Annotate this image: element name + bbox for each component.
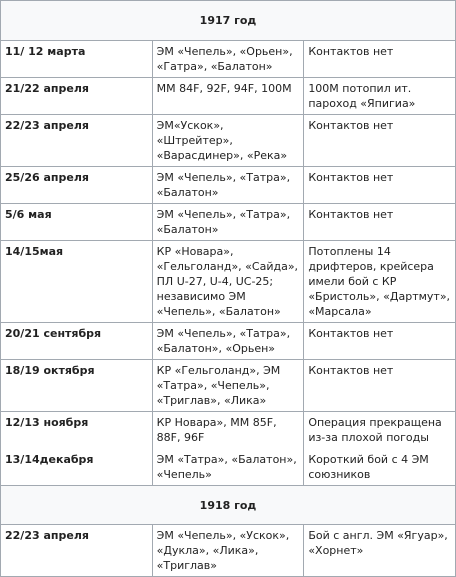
table-row: [1, 204, 456, 241]
result-cell: Контактов нет: [304, 323, 456, 360]
date-cell: 12/13 ноября: [1, 412, 153, 449]
date-cell: 25/26 апреля: [1, 167, 153, 204]
year-header-row: [1, 1, 456, 41]
result-cell: Контактов нет: [304, 167, 456, 204]
table-row: [1, 360, 456, 412]
forces-cell: КР Новара», ММ 85F, 88F, 96F: [152, 412, 304, 449]
date-cell: 21/22 апреля: [1, 78, 153, 115]
table-row: [1, 167, 456, 204]
result-cell: Короткий бой с 4 ЭМ союзников: [304, 449, 456, 486]
date-cell: 22/23 апреля: [1, 525, 153, 577]
date-cell: 5/6 мая: [1, 204, 153, 241]
table-row: [1, 449, 456, 486]
table-row: [1, 323, 456, 360]
result-cell: 100M потопил ит. пароход «Япигиа»: [304, 78, 456, 115]
date-cell: 22/23 апреля: [1, 115, 153, 167]
forces-cell: ЭМ «Чепель», «Орьен», «Гатра», «Балатон»: [152, 41, 304, 78]
forces-cell: КР «Гельголанд», ЭМ «Татра», «Чепель», «Триглав», «Лика»: [152, 360, 304, 412]
result-cell: Контактов нет: [304, 115, 456, 167]
table-row: [1, 41, 456, 78]
result-cell: Потоплены 14 дрифтеров, крейсера имели бой с КР «Бристоль», «Дартмут», «Марсала»: [304, 241, 456, 323]
forces-cell: ЭМ «Чепель», «Татра», «Балатон»: [152, 204, 304, 241]
date-cell: 18/19 октября: [1, 360, 153, 412]
forces-cell: ЭМ «Чепель», «Татра», «Балатон», «Орьен»: [152, 323, 304, 360]
date-cell: 13/14декабря: [1, 449, 153, 486]
table-row: [1, 412, 456, 449]
forces-cell: ЭМ «Татра», «Балатон», «Чепель»: [152, 449, 304, 486]
result-cell: Контактов нет: [304, 41, 456, 78]
year-header: 1917 год: [1, 1, 456, 41]
result-cell: Операция прекращена из-за плохой погоды: [304, 412, 456, 449]
year-header: 1918 год: [1, 486, 456, 525]
forces-cell: ММ 84F, 92F, 94F, 100M: [152, 78, 304, 115]
year-header-row: [1, 486, 456, 525]
forces-cell: ЭМ«Ускок», «Штрейтер», «Варасдинер», «Река»: [152, 115, 304, 167]
forces-cell: ЭМ «Чепель», «Татра», «Балатон»: [152, 167, 304, 204]
date-cell: 14/15мая: [1, 241, 153, 323]
result-cell: Контактов нет: [304, 360, 456, 412]
table-row: [1, 78, 456, 115]
forces-cell: ЭМ «Чепель», «Ускок», «Дукла», «Лика», «Триглав»: [152, 525, 304, 577]
date-cell: 20/21 сентября: [1, 323, 153, 360]
table-row: [1, 115, 456, 167]
table-row: [1, 525, 456, 577]
result-cell: Бой с англ. ЭМ «Ягуар», «Хорнет»: [304, 525, 456, 577]
table-row: [1, 241, 456, 323]
result-cell: Контактов нет: [304, 204, 456, 241]
forces-cell: КР «Новара», «Гельголанд», «Сайда», ПЛ U-27, U-4, UC-25; независимо ЭМ «Чепель», «Балатон»: [152, 241, 304, 323]
date-cell: 11/ 12 марта: [1, 41, 153, 78]
